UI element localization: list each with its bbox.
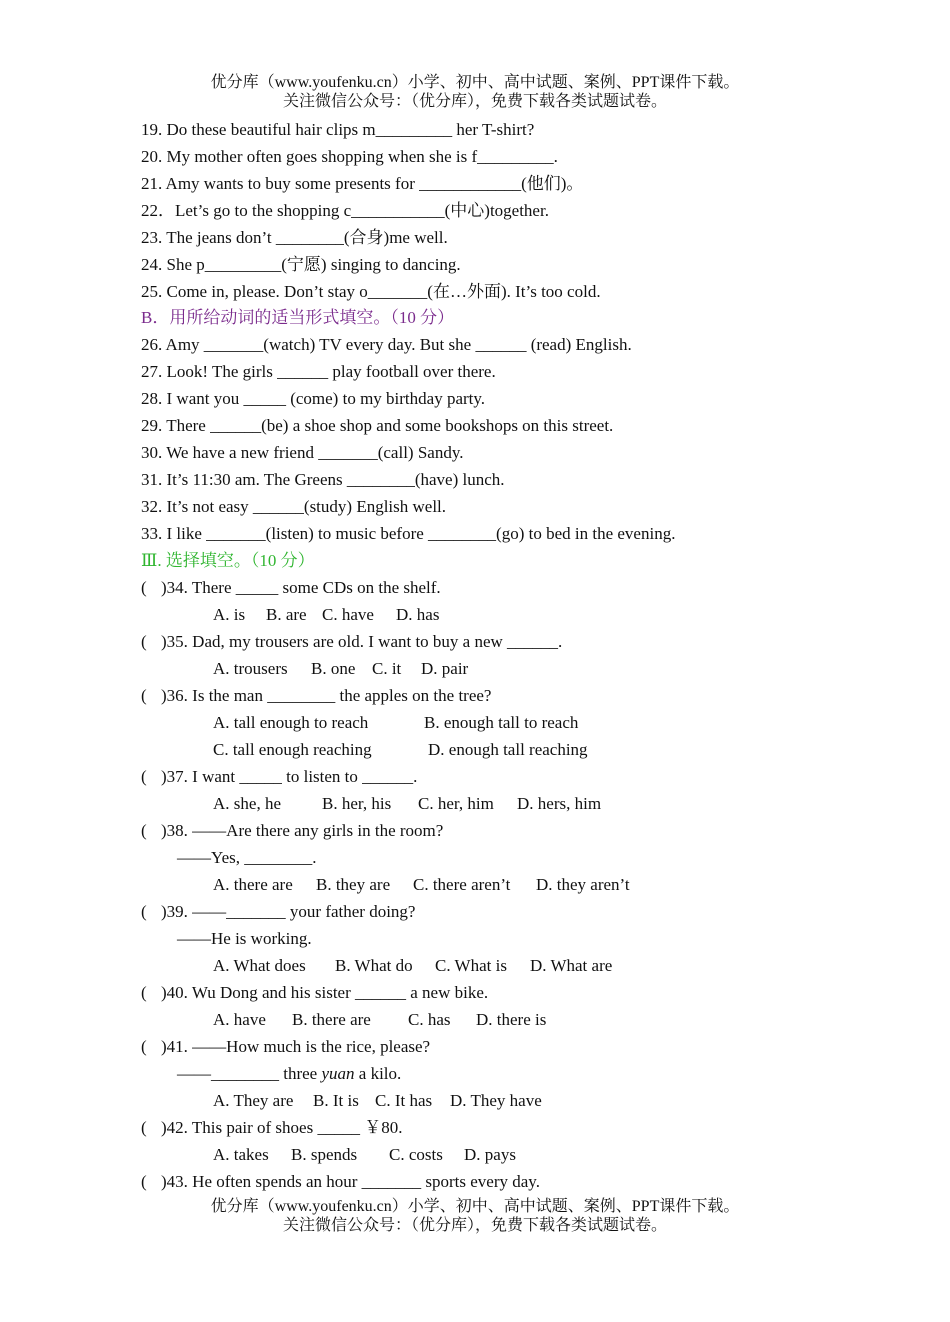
option-d: D. They have [450, 1091, 542, 1110]
option-a: A. there are [213, 875, 293, 894]
question-23: 23. The jeans don’t ________(合身)me well. [141, 228, 448, 247]
option-c: C. has [408, 1010, 451, 1029]
option-b: B. they are [316, 875, 391, 894]
option-b: B. enough tall to reach [424, 713, 579, 732]
answer-blank[interactable]: ( [141, 1037, 147, 1056]
question-34 [141, 578, 441, 598]
question-25: 25. Come in, please. Don’t stay o_______(在…外面). It’s too cold. [141, 282, 601, 301]
option-c: C. have [322, 605, 374, 624]
option-b: B. It is [313, 1091, 359, 1110]
option-c: C. there aren’t [413, 875, 511, 894]
dialogue-reply [177, 1064, 401, 1084]
dialogue-reply: ——He is working. [177, 929, 312, 948]
question-stem: )36. Is the man ________ the apples on the tree? [161, 686, 492, 705]
question-19: 19. Do these beautiful hair clips m_________ her T-shirt? [141, 120, 535, 139]
question-35 [141, 632, 562, 652]
option-d: D. they aren’t [536, 875, 630, 894]
answer-blank[interactable]: ( [141, 632, 147, 651]
option-a: A. trousers [213, 659, 288, 678]
question-stem: )42. This pair of shoes _____ ￥80. [161, 1118, 403, 1137]
reply-prefix: ——________ three [177, 1064, 322, 1083]
question-stem: )37. I want _____ to listen to ______. [161, 767, 418, 786]
option-b: B. spends [291, 1145, 358, 1164]
question-31: 31. It’s 11:30 am. The Greens ________(have) lunch. [141, 470, 505, 489]
question-24: 24. She p_________(宁愿) singing to dancing. [141, 255, 461, 274]
option-c: C. tall enough reaching [213, 740, 372, 759]
question-28: 28. I want you _____ (come) to my birthday party. [141, 389, 486, 408]
option-b: B. What do [335, 956, 413, 975]
question-37 [141, 767, 417, 787]
question-40 [141, 983, 488, 1003]
header-line-1: 优分库（www.youfenku.cn）小学、初中、高中试题、案例、PPT课件下载。 [210, 74, 740, 91]
option-d: D. there is [476, 1010, 547, 1029]
option-d: D. pays [464, 1145, 516, 1164]
question-36 [141, 686, 491, 706]
question-22: 22．Let’s go to the shopping c___________(中心)together. [141, 201, 549, 220]
option-d: D. enough tall reaching [428, 740, 588, 759]
footer-line-1: 优分库（www.youfenku.cn）小学、初中、高中试题、案例、PPT课件下载。 [210, 1198, 740, 1215]
reply-suffix: a kilo. [354, 1064, 402, 1083]
option-b: B. are [266, 605, 307, 624]
answer-blank[interactable]: ( [141, 1118, 147, 1137]
option-c: C. costs [389, 1145, 443, 1164]
question-stem: )38. ——Are there any girls in the room? [161, 821, 444, 840]
answer-blank[interactable]: ( [141, 578, 147, 597]
question-stem: )35. Dad, my trousers are old. I want to buy a new ______. [161, 632, 563, 651]
option-a: A. tall enough to reach [213, 713, 369, 732]
option-a: A. is [213, 605, 246, 624]
option-d: D. pair [421, 659, 469, 678]
option-c: C. It has [375, 1091, 433, 1110]
question-33: 33. I like _______(listen) to music before ________(go) to bed in the evening. [141, 524, 676, 543]
reply-italic-word: yuan [321, 1064, 355, 1083]
option-c: C. it [372, 659, 402, 678]
option-d: D. What are [530, 956, 613, 975]
option-d: D. hers, him [517, 794, 602, 813]
option-a: A. have [213, 1010, 266, 1029]
answer-blank[interactable]: ( [141, 821, 147, 840]
option-b: B. her, his [322, 794, 392, 813]
page-header [0, 73, 950, 111]
question-43 [141, 1172, 540, 1192]
question-27: 27. Look! The girls ______ play football over there. [141, 362, 496, 381]
question-21: 21. Amy wants to buy some presents for ____________(他们)。 [141, 174, 584, 193]
answer-blank[interactable]: ( [141, 1172, 147, 1191]
option-c: C. her, him [418, 794, 494, 813]
dialogue-reply: ——Yes, ________. [177, 848, 317, 867]
option-a: A. What does [213, 956, 306, 975]
section-b-title: B．用所给动词的适当形式填空。（10 分） [141, 308, 455, 327]
option-d: D. has [396, 605, 440, 624]
header-line-2: 关注微信公众号：（优分库），免费下载各类试题试卷。 [282, 93, 667, 110]
question-32: 32. It’s not easy ______(study) English well. [141, 497, 447, 516]
footer-line-2: 关注微信公众号：（优分库），免费下载各类试题试卷。 [282, 1217, 667, 1234]
option-b: B. there are [292, 1010, 371, 1029]
question-20: 20. My mother often goes shopping when she is f_________. [141, 147, 558, 166]
answer-blank[interactable]: ( [141, 686, 147, 705]
question-stem: )34. There _____ some CDs on the shelf. [161, 578, 441, 597]
page-footer [0, 1197, 950, 1235]
question-stem: )39. ——_______ your father doing? [161, 902, 416, 921]
question-39 [141, 902, 415, 922]
option-a: A. she, he [213, 794, 281, 813]
option-b: B. one [311, 659, 356, 678]
section-c-title: Ⅲ. 选择填空。（10 分） [141, 551, 315, 570]
question-42 [141, 1118, 402, 1138]
answer-blank[interactable]: ( [141, 902, 147, 921]
question-26: 26. Amy _______(watch) TV every day. But she ______ (read) English. [141, 335, 632, 354]
question-38 [141, 821, 443, 841]
option-a: A. takes [213, 1145, 269, 1164]
question-stem: )43. He often spends an hour _______ sports every day. [161, 1172, 540, 1191]
question-41 [141, 1037, 430, 1057]
question-29: 29. There ______(be) a shoe shop and some bookshops on this street. [141, 416, 614, 435]
question-stem: )41. ——How much is the rice, please? [161, 1037, 431, 1056]
answer-blank[interactable]: ( [141, 983, 147, 1002]
answer-blank[interactable]: ( [141, 767, 147, 786]
question-stem: )40. Wu Dong and his sister ______ a new bike. [161, 983, 489, 1002]
option-a: A. They are [213, 1091, 294, 1110]
question-30: 30. We have a new friend _______(call) Sandy. [141, 443, 464, 462]
option-c: C. What is [435, 956, 507, 975]
